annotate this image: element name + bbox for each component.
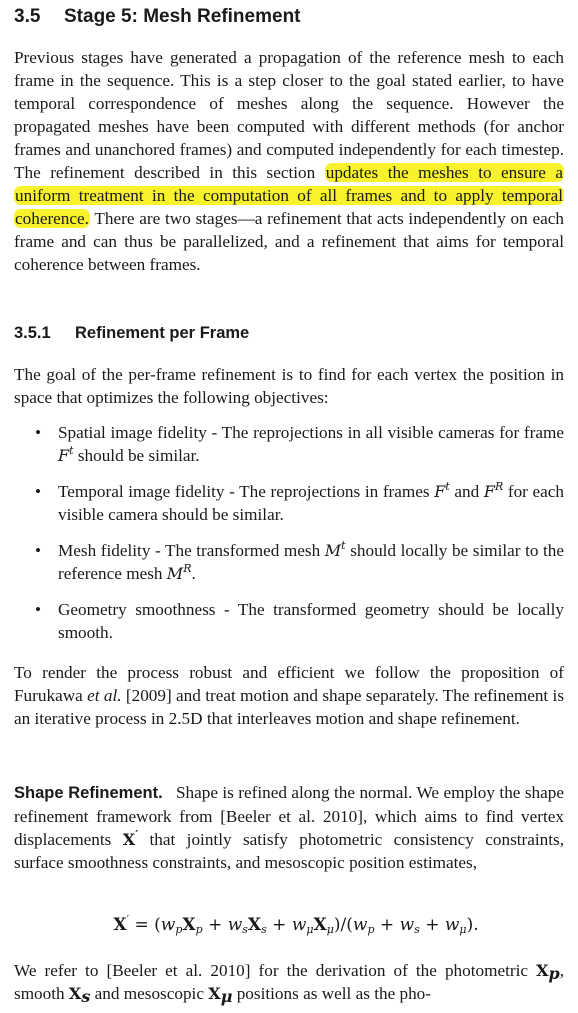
math-sub: p [175, 923, 183, 936]
list-item-text-part: Spatial image fidelity - The reprojections in all visible cameras for frame [58, 423, 564, 442]
math-var: w [227, 915, 243, 935]
math-var: w [399, 915, 415, 935]
list-item-text: Geometry smoothness - The transformed geometry should be locally smooth. [58, 600, 564, 642]
math-var: X [113, 915, 127, 935]
math-var: X [313, 915, 327, 935]
section-heading [14, 6, 301, 28]
math-symbol [123, 830, 138, 849]
math-sub: p [367, 923, 375, 936]
intro-text-after: There are two stages—a refinement that acts independently on each frame and can thus be parallelized, and a refinement that aims for temporal coherence between frames. [14, 209, 564, 274]
math-sub: s [261, 923, 267, 936]
math-var: X [247, 915, 262, 935]
list-item-text-part: should locally be similar to the reference mesh [58, 541, 565, 583]
math-sub: μ [459, 923, 467, 936]
math-var: M [166, 564, 184, 583]
math-sup: R [494, 480, 504, 493]
math-sub: p [195, 923, 203, 936]
section-number: 3.5 [14, 6, 41, 27]
shape-text: Shape is refined along the normal. We employ the shape refinement framework from [Beeler et al. 2010], which aims to find vertex displacements [14, 783, 564, 849]
bullet-icon: • [35, 541, 42, 560]
math-symbol [68, 984, 91, 1006]
list-item [35, 480, 564, 526]
math-op: ). [466, 915, 479, 935]
bullet-icon: • [35, 482, 42, 501]
math-symbol [325, 541, 346, 560]
math-sub: p [548, 964, 560, 983]
math-var: M [324, 541, 342, 560]
reference-text: We refer to [Beeler et al. 2010] for the derivation of the photometric [14, 961, 529, 980]
shape-refinement-paragraph [14, 781, 564, 874]
equation-body [113, 913, 478, 937]
list-item-text [58, 421, 564, 467]
subsection-number: 3.5.1 [14, 324, 51, 342]
list-item-text-part: should be similar. [77, 446, 200, 465]
math-sup: ′ [135, 828, 139, 841]
math-sub: μ [220, 987, 233, 1006]
math-var: X [182, 915, 196, 935]
list-item-text [58, 539, 564, 585]
highlighted-text: updates the meshes to ensure a uniform treatment in the computation of all frames and to apply temporal coherence. [15, 163, 564, 228]
subsection-title: Refinement per Frame [75, 324, 250, 342]
math-sub: s [81, 987, 91, 1006]
math-var: X [122, 830, 136, 849]
reference-text: and mesoscopic [94, 984, 204, 1003]
list-item-text-part: for each visible camera should be similar. [58, 482, 565, 524]
run-in-heading: Shape Refinement. [14, 784, 163, 802]
math-symbol [208, 984, 233, 1006]
math-var: w [444, 915, 460, 935]
math-var: X [208, 984, 221, 1003]
reference-text: , smooth [14, 961, 564, 1003]
math-symbol [167, 564, 192, 583]
math-op: + [374, 915, 400, 935]
math-var: F [434, 482, 446, 501]
math-var: F [483, 482, 495, 501]
math-var: w [160, 915, 176, 935]
math-var: w [352, 915, 368, 935]
math-op: + [202, 915, 228, 935]
math-op: + [419, 915, 445, 935]
math-sub: μ [326, 923, 334, 936]
math-symbol [434, 482, 450, 501]
method-text: [2009] and treat motion and shape separately. The refinement is an iterative process in 2.5D that interleaves motion and shape refinement. [14, 686, 565, 728]
section-title: Stage 5: Mesh Refinement [64, 6, 301, 27]
math-var: F [58, 446, 70, 465]
reference-text: positions as well as the pho- [236, 984, 431, 1003]
math-sup: R [183, 562, 192, 575]
bullet-icon: • [35, 423, 42, 442]
intro-paragraph [14, 46, 564, 276]
list-item [35, 598, 564, 644]
math-symbol [536, 961, 560, 983]
objectives-paragraph: The goal of the per-frame refinement is to find for each vertex the position in space that optimizes the following objectives: [14, 365, 564, 407]
math-sub: s [414, 923, 420, 936]
reference-paragraph [14, 959, 564, 1005]
intro-text-before: Previous stages have generated a propagation of the reference mesh to each frame in the sequence. This is a step closer to the goal stated earlier, to have temporal correspondence of meshes along the sequence. However the propagated meshes have been computed with different methods (for anchor frames and unanchored frames) and computed independently for each timestep. The refinement described in this section [14, 48, 564, 182]
list-item [35, 539, 564, 585]
math-var: w [291, 915, 307, 935]
list-item-text [58, 480, 564, 526]
math-var: X [536, 961, 549, 980]
list-item-text-part: Mesh fidelity - The transformed mesh [58, 541, 321, 560]
math-symbol [484, 482, 503, 501]
math-symbol [58, 446, 74, 465]
equation [0, 913, 578, 937]
list-item-text-part: . [191, 564, 196, 583]
et-al: et al. [87, 686, 122, 705]
math-op: + [266, 915, 292, 935]
math-sup: ′ [126, 913, 130, 926]
math-op: = ( [129, 915, 161, 935]
method-paragraph [14, 661, 564, 730]
math-sup: t [341, 539, 346, 552]
method-text: To render the process robust and efficient we follow the proposition of Furukawa [14, 663, 564, 705]
list-item [35, 421, 564, 467]
list-item-text-part: Temporal image fidelity - The reprojections in frames [58, 482, 430, 501]
math-sup: t [445, 480, 450, 493]
math-sub: s [242, 923, 248, 936]
math-var: X [68, 984, 82, 1003]
math-op: )/( [333, 915, 353, 935]
list-item-text-part: and [454, 482, 480, 501]
math-sup: t [69, 444, 74, 457]
bullet-icon: • [35, 600, 42, 619]
shape-text: that jointly satisfy photometric consistency constraints, surface smoothness constraints, and mesoscopic position estimates, [14, 830, 565, 872]
subsection-heading [14, 323, 249, 343]
math-sub: μ [306, 923, 314, 936]
